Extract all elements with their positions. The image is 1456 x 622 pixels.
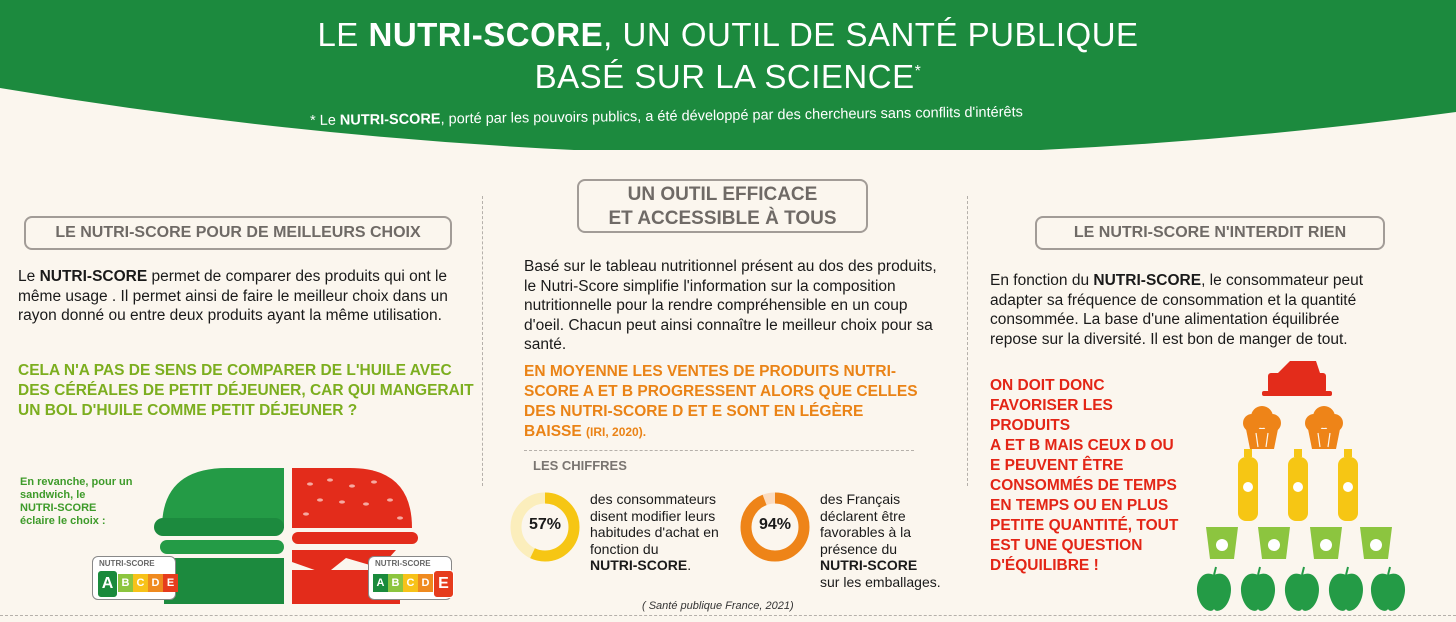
page-title-line2: BASÉ SUR LA SCIENCE*	[534, 58, 922, 95]
stat2-percent: 94%	[758, 516, 792, 533]
left-paragraph: Le NUTRI-SCORE permet de comparer des produits qui ont le même usage . Il permet ainsi de faire le meilleur choix dans un rayon donné ou entre deux produits ayant la même utilisation.	[18, 268, 448, 324]
page-title-line1: LE NUTRI-SCORE, UN OUTIL DE SANTÉ PUBLIQUE	[317, 16, 1139, 53]
yogurt-icon	[1206, 527, 1392, 559]
right-section-title: LE NUTRI-SCORE N'INTERDIT RIEN	[1035, 216, 1385, 250]
nutri-score-badge-a: NUTRI-SCORE A B C D E	[92, 556, 176, 600]
column-divider-right	[967, 196, 968, 486]
stats-source: ( Santé publique France, 2021)	[642, 600, 794, 612]
left-section-title: LE NUTRI-SCORE POUR DE MEILLEURS CHOIX	[24, 216, 452, 250]
header-footnote: * Le NUTRI-SCORE, porté par les pouvoirs publics, a été développé par des chercheurs sans conflits d'intérêts	[309, 104, 1023, 130]
apple-icon	[1197, 574, 1405, 611]
stat1-percent: 57%	[528, 516, 562, 533]
column-divider-left	[482, 196, 483, 486]
right-paragraph: En fonction du NUTRI-SCORE, le consommateur peut adapter sa fréquence de consommation et la quantité consommée. La base d'une alimentation équilibrée repose sur la diversité. Il est bon de manger de tout.	[990, 272, 1364, 348]
stats-title: LES CHIFFRES	[533, 458, 627, 473]
stat2-text: des Français déclarent être favorables à la présence du NUTRI-SCORE sur les emballages.	[820, 491, 941, 590]
right-highlight: ON DOIT DONC FAVORISER LES PRODUITS A ET B MAIS CEUX D OU E PEUVENT ÊTRE CONSOMMÉS DE TEMPS EN TEMPS OU EN PLUS PETITE QUANTITÉ, TOUT EST UNE QUESTION D'ÉQUILIBRE !	[990, 377, 1179, 574]
butter-icon	[1262, 361, 1332, 396]
center-highlight: EN MOYENNE LES VENTES DE PRODUITS NUTRI-SCORE A ET B PROGRESSENT ALORS QUE CELLES DES NUTRI-SCORE D ET E SONT EN LÉGÈRE BAISSE (IRI, 2020).	[524, 363, 918, 440]
center-section-title: UN OUTIL EFFICACE ET ACCESSIBLE À TOUS	[577, 179, 868, 233]
nutri-score-badge-e: NUTRI-SCORE A B C D E	[368, 556, 452, 600]
left-highlight: CELA N'A PAS DE SENS DE COMPARER DE L'HUILE AVEC DES CÉRÉALES DE PETIT DÉJEUNER, CAR QUI MANGERAIT UN BOL D'HUILE COMME PETIT DÉJEUNER ?	[18, 362, 474, 419]
sandwich-note: En revanche, pour un sandwich, le NUTRI-SCORE éclaire le choix :	[20, 476, 133, 527]
cupcake-icon	[1243, 406, 1343, 449]
food-pyramid	[1190, 355, 1410, 617]
stats-divider	[524, 450, 914, 451]
stat1-text: des consommateurs disent modifier leurs habitudes d'achat en fonction du NUTRI-SCORE.	[590, 491, 719, 573]
center-paragraph: Basé sur le tableau nutritionnel présent au dos des produits, le Nutri-Score simplifie l'information sur la composition nutritionnelle pour la rendre compréhensible en un coup d'oeil. Chacun peut ainsi connaître le meilleur choix pour sa santé.	[524, 258, 937, 353]
